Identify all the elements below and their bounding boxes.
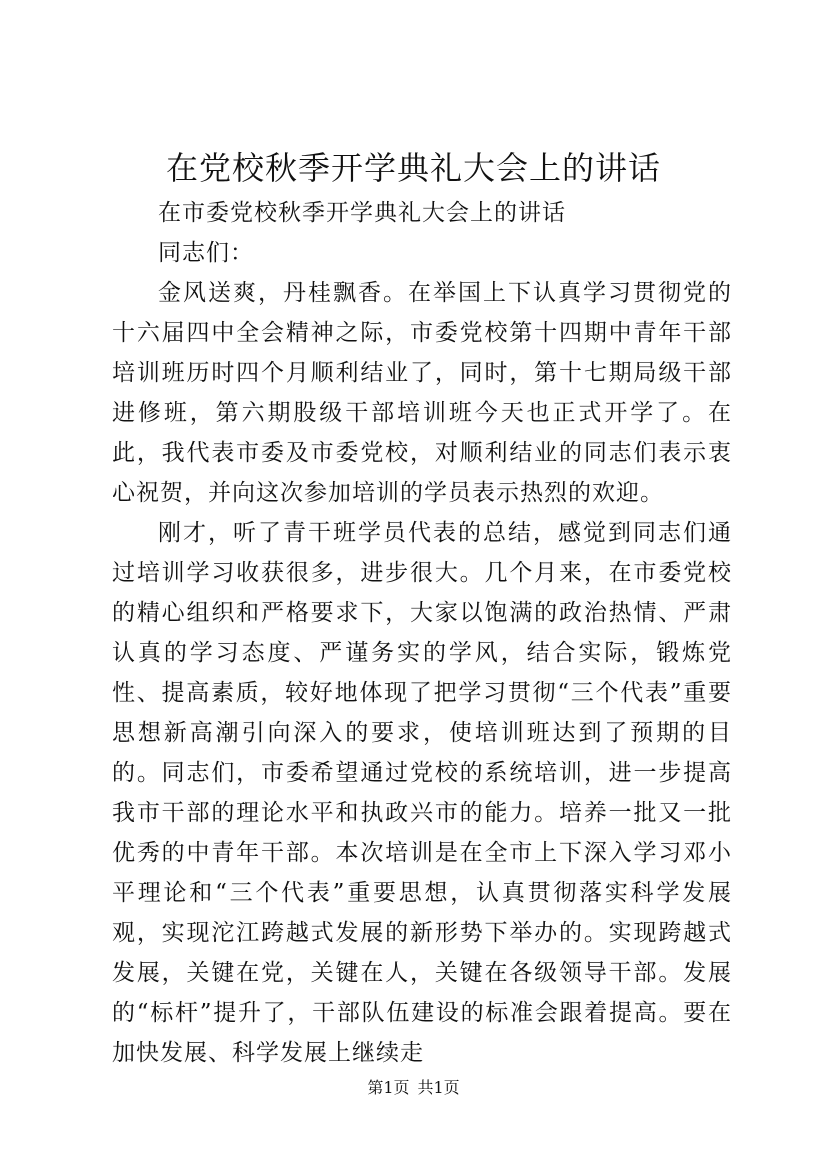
body-paragraph: 金风送爽，丹桂飘香。在举国上下认真学习贯彻党的十六届四中全会精神之际，市委党校第十四期中青年干部培训班历时四个月顺利结业了，同时，第十七期局级干部进修班，第六期股级干部培训班今天也正式开学了。在此，我代表市委及市委党校，对顺利结业的同志们表示衷心祝贺，并向这次参加培训的学员表示热烈的欢迎。 [112, 280, 732, 506]
subtitle-paragraph: 在市委党校秋季开学典礼大会上的讲话 [158, 200, 566, 226]
document-title: 在党校秋季开学典礼大会上的讲话 [165, 149, 661, 187]
salutation-paragraph: 同志们： [158, 240, 254, 266]
document-body [112, 193, 732, 1073]
page-total: 共1页 [417, 1078, 460, 1097]
page-footer [0, 1077, 827, 1099]
page-number: 第1页 [367, 1078, 410, 1097]
body-paragraph: 刚才，听了青干班学员代表的总结，感觉到同志们通过培训学习收获很多，进步很大。几个月来，在市委党校的精心组织和严格要求下，大家以饱满的政治热情、严肃认真的学习态度、严谨务实的学风，结合实际，锻炼党性、提高素质，较好地体现了把学习贯彻“三个代表”重要思想新高潮引向深入的要求，使培训班达到了预期的目的。同志们，市委希望通过党校的系统培训，进一步提高我市干部的理论水平和执政兴市的能力。培养一批又一批优秀的中青年干部。本次培训是在全市上下深入学习邓小平理论和“三个代表”重要思想，认真贯彻落实科学发展观，实现沱江跨越式发展的新形势下举办的。实现跨越式发展，关键在党，关键在人，关键在各级领导干部。发展的“标杆”提升了，干部队伍建设的标准会跟着提高。要在加快发展、科学发展上继续走 [112, 520, 732, 1066]
